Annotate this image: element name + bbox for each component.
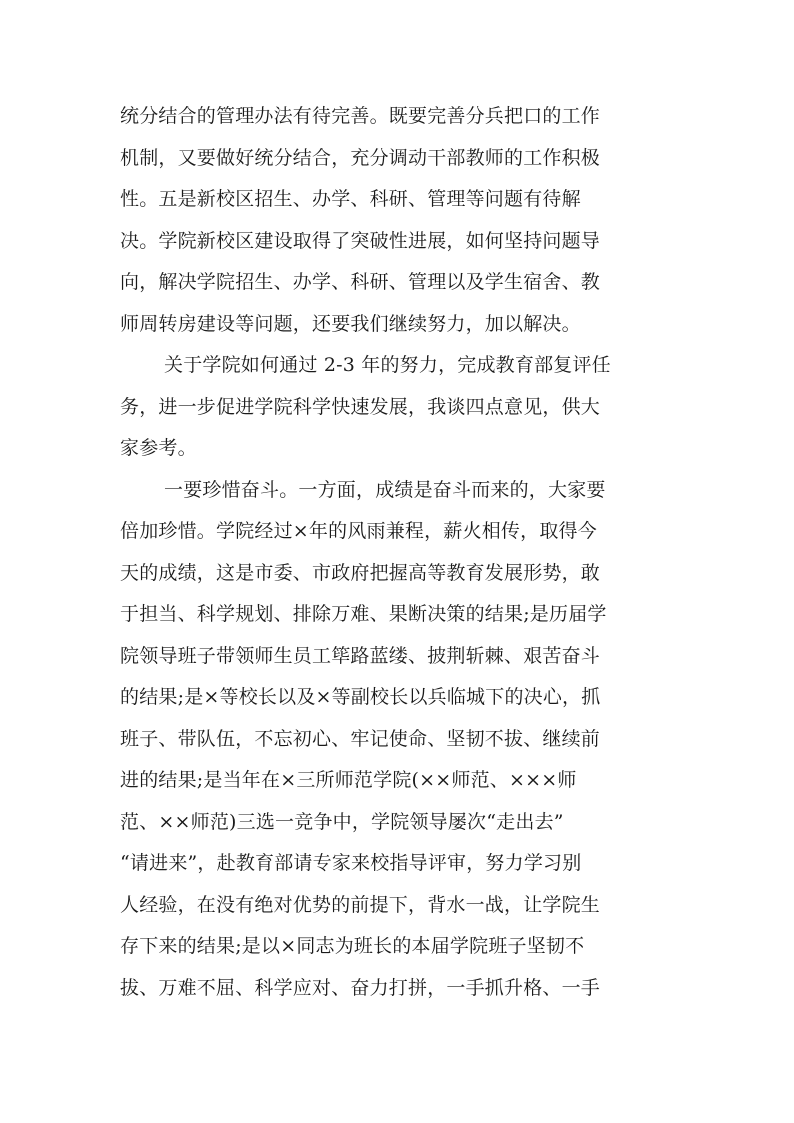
text-line: 统分结合的管理办法有待完善。既要完善分兵把口的工作 [120,105,601,127]
text-line: 于担当、科学规划、排除万难、果断决策的结果;是历届学 [120,603,607,625]
text-line: 决。学院新校区建设取得了突破性进展，如何坚持问题导 [120,229,601,252]
text-line: 师周转房建设等问题，还要我们继续努力，加以解决。 [120,312,581,335]
text-line: 存下来的结果;是以×同志为班长的本届学院班子坚韧不 [120,935,585,957]
text-line: 性。五是新校区招生、办学、科研、管理等问题有待解 [120,188,581,210]
text-line: 院领导班子带领师生员工筚路蓝缕、披荆斩棘、艰苦奋斗 [120,644,601,667]
text-line: 进的结果;是当年在×三所师范学院(××师范、×××师 [120,769,577,791]
text-line: 关于学院如何通过 2-3 年的努力，完成教育部复评任 [164,354,611,376]
text-line: 的结果;是×等校长以及×等副校长以兵临城下的决心，抓 [120,686,601,708]
text-line: 家参考。 [120,437,197,459]
text-line: 务，进一步促进学院科学快速发展，我谈四点意见，供大 [120,395,601,418]
text-line: 天的成绩，这是市委、市政府把握高等教育发展形势，敢 [120,561,601,584]
text-line: 机制，又要做好统分结合，充分调动干部教师的工作积极 [120,146,601,169]
text-line: “请进来”，赴教育部请专家来校指导评审，努力学习别 [120,852,582,874]
text-line: 范、××师范)三选一竞争中，学院领导屡次“走出去” [120,810,564,833]
text-line: 倍加珍惜。学院经过×年的风雨兼程，薪火相传，取得今 [120,520,597,542]
text-line: 拔、万难不屈、科学应对、奋力打拼，一手抓升格、一手 [120,976,601,999]
text-line: 一要珍惜奋斗。一方面，成绩是奋斗而来的，大家要 [164,478,606,501]
text-line: 向，解决学院招生、办学、科研、管理以及学生宿舍、教 [120,271,601,293]
text-line: 人经验，在没有绝对优势的前提下，背水一战，让学院生 [120,893,601,916]
text-line: 班子、带队伍，不忘初心、牢记使命、坚韧不拔、继续前 [120,727,601,750]
body-text [120,96,680,1009]
